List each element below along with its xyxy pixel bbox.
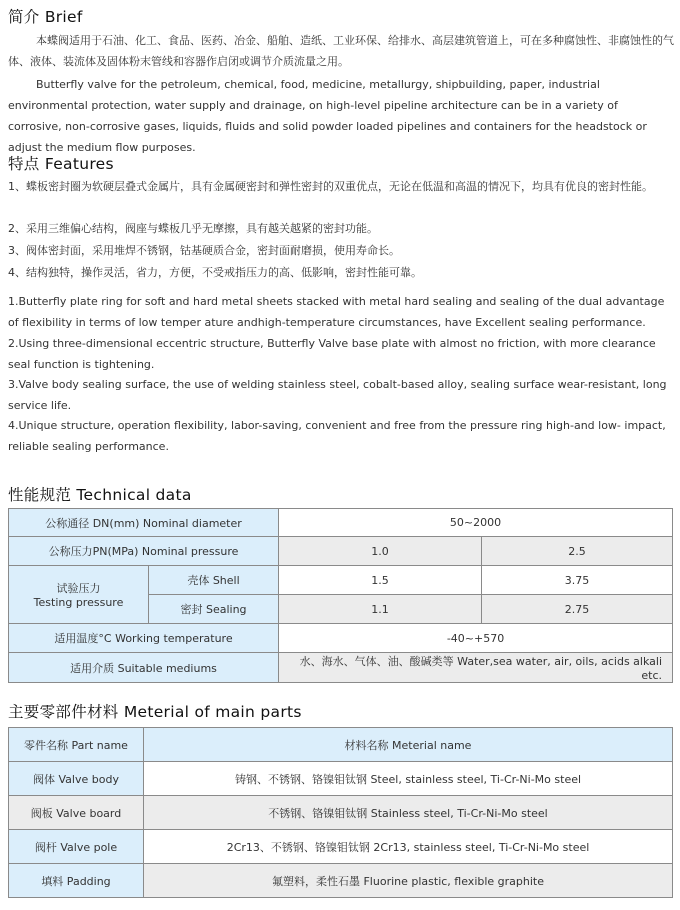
material-name: 铸钢、不锈钢、铬镍钼钛钢 Steel, stainless steel, Ti-Cr-Ni-Mo steel bbox=[144, 762, 673, 796]
mediums-label: 适用介质 Suitable mediums bbox=[9, 653, 279, 683]
seal-value: 2.75 bbox=[482, 595, 673, 624]
materials-table bbox=[8, 727, 673, 898]
seal-label: 密封 Sealing bbox=[149, 595, 279, 624]
part-name: 阀板 Valve board bbox=[9, 796, 144, 830]
material-name: 不锈钢、铬镍钼钛钢 Stainless steel, Ti-Cr-Ni-Mo steel bbox=[144, 796, 673, 830]
feature-en-2: 2.Using three-dimensional eccentric structure, Butterfly Valve base plate with almost no friction, with more clearance seal function is tightening. bbox=[8, 337, 656, 371]
table-row bbox=[9, 864, 673, 898]
header-part-name: 零件名称 Part name bbox=[9, 728, 144, 762]
shell-value: 3.75 bbox=[482, 566, 673, 595]
seal-value: 1.1 bbox=[279, 595, 482, 624]
brief-zh-text: 本蝶阀适用于石油、化工、食品、医药、冶金、船舶、造纸、工业环保、给排水、高层建筑管道上，可在多种腐蚀性、非腐蚀性的气体、液体、装流体及固体粉末管线和容器作启闭或调节介质流量之用。 bbox=[8, 34, 674, 68]
nominal-diameter-value: 50~2000 bbox=[279, 509, 673, 537]
table-row bbox=[9, 624, 673, 653]
brief-en-text: Butterfly valve for the petroleum, chemical, food, medicine, metallurgy, shipbuilding, paper, industrial environmental protection, water supply and drainage, on high-level pipeline architecture can be in a variety of corrosive, non-corrosive gases, liquids, fluids and solid powder loaded pipelines and containers for the headstock or adjust the medium flow purposes. bbox=[8, 78, 647, 154]
table-row bbox=[9, 796, 673, 830]
shell-value: 1.5 bbox=[279, 566, 482, 595]
feature-zh-4: 4、结构独特，操作灵活，省力，方便，不受戒指压力的高、低影响，密封性能可靠。 bbox=[8, 266, 422, 279]
testing-pressure-label: 试验压力 Testing pressure bbox=[9, 566, 149, 624]
material-name: 氟塑料，柔性石墨 Fluorine plastic, flexible graphite bbox=[144, 864, 673, 898]
table-row bbox=[9, 509, 673, 537]
features-title: 特点 Features bbox=[8, 155, 114, 173]
header-material-name: 材料名称 Meterial name bbox=[144, 728, 673, 762]
table-row bbox=[9, 537, 673, 566]
nominal-pressure-label: 公称压力PN(MPa) Nominal pressure bbox=[9, 537, 279, 566]
table-row bbox=[9, 762, 673, 796]
material-name: 2Cr13、不锈钢、铬镍钼钛钢 2Cr13, stainless steel, Ti-Cr-Ni-Mo steel bbox=[144, 830, 673, 864]
shell-label: 壳体 Shell bbox=[149, 566, 279, 595]
part-name: 阀体 Valve body bbox=[9, 762, 144, 796]
temperature-value: -40~+570 bbox=[279, 624, 673, 653]
feature-en-1: 1.Butterfly plate ring for soft and hard metal sheets stacked with metal hard sealing and sealing of the dual advantage of flexibility in terms of low temper ature andhigh-temperature circumstances, have Excellent sealing performance. bbox=[8, 295, 665, 329]
part-name: 填料 Padding bbox=[9, 864, 144, 898]
technical-data-table bbox=[8, 508, 673, 683]
feature-en-4: 4.Unique structure, operation flexibility, labor-saving, convenient and free from the pressure ring high-and low- impact, reliable sealing performance. bbox=[8, 419, 666, 453]
table-row bbox=[9, 728, 673, 762]
technical-title: 性能规范 Technical data bbox=[8, 486, 192, 504]
table-row bbox=[9, 830, 673, 864]
pn-value: 2.5 bbox=[482, 537, 673, 566]
nominal-diameter-label: 公称通径 DN(mm) Nominal diameter bbox=[9, 509, 279, 537]
brief-title: 简介 Brief bbox=[8, 8, 83, 26]
temperature-label: 适用温度°C Working temperature bbox=[9, 624, 279, 653]
mediums-value: 水、海水、气体、油、酸碱类等 Water,sea water, air, oils, acids alkali etc. bbox=[279, 653, 673, 683]
feature-en-3: 3.Valve body sealing surface, the use of welding stainless steel, cobalt-based alloy, sealing surface wear-resistant, long service life. bbox=[8, 378, 667, 412]
part-name: 阀杆 Valve pole bbox=[9, 830, 144, 864]
table-row bbox=[9, 653, 673, 683]
materials-title: 主要零部件材料 Meterial of main parts bbox=[8, 703, 302, 721]
table-row bbox=[9, 566, 673, 595]
feature-zh-2: 2、采用三维偏心结构，阀座与蝶板几乎无摩擦，具有越关越紧的密封功能。 bbox=[8, 222, 378, 235]
pn-value: 1.0 bbox=[279, 537, 482, 566]
feature-zh-1: 1、蝶板密封圈为软硬层叠式金属片，具有金属硬密封和弹性密封的双重优点，无论在低温和高温的情况下，均具有优良的密封性能。 bbox=[8, 180, 653, 193]
feature-zh-3: 3、阀体密封面，采用堆焊不锈钢，钴基硬质合金，密封面耐磨损，使用寿命长。 bbox=[8, 244, 400, 257]
